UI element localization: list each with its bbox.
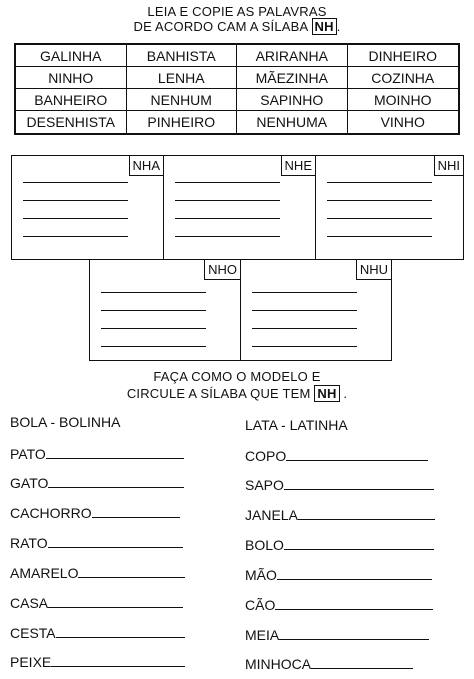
exercise-word: MINHOCA — [245, 656, 312, 672]
word-cell: COZINHA — [348, 67, 459, 89]
writing-line[interactable] — [175, 200, 280, 201]
exercise-word: PEIXE — [10, 654, 52, 670]
copy-box-label: NHO — [204, 259, 241, 280]
writing-line[interactable] — [23, 182, 128, 183]
heading-line-1: LEIA E COPIE AS PALAVRAS — [147, 4, 327, 19]
heading-line-2-suffix: . — [336, 19, 341, 34]
answer-line[interactable] — [48, 535, 183, 548]
exercise-item — [10, 654, 185, 670]
word-cell: NENHUMA — [237, 111, 348, 133]
exercise-word: BOLO — [245, 537, 284, 553]
word-cell: LENHA — [127, 67, 238, 89]
left-model: BOLA - BOLINHA — [10, 414, 121, 430]
exercise-item — [10, 535, 183, 551]
word-cell: BANHEIRO — [16, 89, 127, 111]
word-cell: PINHEIRO — [127, 111, 238, 133]
copy-box-nhi — [315, 155, 464, 260]
exercise-word: PATO — [10, 446, 46, 462]
writing-line[interactable] — [252, 310, 357, 311]
word-cell: MÃEZINHA — [237, 67, 348, 89]
word-cell: DINHEIRO — [348, 45, 459, 67]
instruction-syllable-box: NH — [314, 385, 339, 402]
writing-line[interactable] — [101, 328, 206, 329]
exercise-word: CÃO — [245, 597, 276, 613]
exercise-item — [245, 507, 435, 523]
exercise-word: CACHORRO — [10, 505, 92, 521]
writing-line[interactable] — [101, 346, 206, 347]
answer-line[interactable] — [277, 567, 432, 580]
instruction-line-1: FAÇA COMO O MODELO E — [153, 369, 321, 384]
answer-line[interactable] — [56, 625, 185, 638]
word-cell: VINHO — [380, 114, 425, 130]
exercise-item — [10, 625, 185, 641]
answer-line[interactable] — [284, 477, 434, 490]
copy-box-label: NHE — [281, 155, 316, 176]
exercise-word: MEIA — [245, 627, 280, 643]
exercise-word: MÃO — [245, 567, 277, 583]
answer-line[interactable] — [51, 654, 185, 667]
answer-line[interactable] — [286, 448, 428, 461]
writing-line[interactable] — [252, 346, 357, 347]
exercise-word: CESTA — [10, 625, 56, 641]
syllable-box: NH — [312, 18, 337, 35]
answer-line[interactable] — [298, 507, 435, 520]
exercise-word: CASA — [10, 595, 49, 611]
exercise-item — [245, 656, 413, 672]
instruction-line-2-suffix: . — [343, 386, 348, 401]
word-table — [14, 43, 460, 135]
word-cell: BANHISTA — [127, 45, 238, 67]
heading-line-2 — [0, 19, 474, 34]
heading-line-2-prefix: DE ACORDO CAM A SÍLABA — [133, 19, 308, 34]
writing-line[interactable] — [327, 236, 432, 237]
word-cell: NENHUM — [127, 89, 238, 111]
writing-line[interactable] — [23, 200, 128, 201]
answer-line[interactable] — [78, 565, 185, 578]
exercise-word: GATO — [10, 475, 49, 491]
exercise-item — [10, 595, 183, 611]
answer-line[interactable] — [92, 505, 180, 518]
writing-line[interactable] — [101, 292, 206, 293]
exercise-item — [245, 567, 432, 583]
word-cell: NINHO — [16, 67, 127, 89]
copy-box-label: NHA — [129, 155, 164, 176]
copy-box-label: NHU — [356, 259, 392, 280]
instruction-line-2-prefix: CIRCULE A SÍLABA QUE TEM — [126, 386, 311, 401]
copy-box-nha — [11, 155, 164, 260]
answer-line[interactable] — [275, 597, 433, 610]
exercise-item — [245, 537, 434, 553]
exercise-item — [245, 448, 428, 464]
word-cell: ARIRANHA — [237, 45, 348, 67]
writing-line[interactable] — [327, 200, 432, 201]
writing-line[interactable] — [175, 182, 280, 183]
word-cell: MOINHO — [348, 89, 459, 111]
answer-line[interactable] — [48, 475, 184, 488]
writing-line[interactable] — [23, 218, 128, 219]
exercise-item — [245, 627, 429, 643]
exercise-item — [10, 446, 184, 462]
answer-line[interactable] — [48, 595, 183, 608]
exercise-word: RATO — [10, 535, 48, 551]
answer-line[interactable] — [284, 537, 434, 550]
word-cell: SAPINHO — [237, 89, 348, 111]
copy-box-nho — [89, 259, 241, 361]
answer-line[interactable] — [311, 656, 413, 669]
writing-line[interactable] — [327, 182, 432, 183]
exercise-item — [245, 477, 434, 493]
copy-box-nhe — [163, 155, 316, 260]
answer-line[interactable] — [46, 446, 184, 459]
exercise-item — [10, 475, 184, 491]
exercise-word: SAPO — [245, 477, 284, 493]
writing-line[interactable] — [327, 218, 432, 219]
writing-line[interactable] — [175, 218, 280, 219]
copy-box-nhu — [240, 259, 392, 361]
answer-line[interactable] — [279, 627, 429, 640]
exercise-item — [10, 565, 185, 581]
copy-box-label: NHI — [434, 155, 464, 176]
writing-line[interactable] — [252, 292, 357, 293]
exercise-item — [245, 597, 433, 613]
instruction-line-2 — [0, 386, 474, 401]
exercise-word: COPO — [245, 448, 287, 464]
writing-line[interactable] — [23, 236, 128, 237]
exercise-word: AMARELO — [10, 565, 79, 581]
exercise-item — [10, 505, 180, 521]
writing-line[interactable] — [175, 236, 280, 237]
right-model: LATA - LATINHA — [245, 417, 348, 433]
writing-line[interactable] — [101, 310, 206, 311]
writing-line[interactable] — [252, 328, 357, 329]
word-cell: DESENHISTA — [16, 111, 127, 133]
word-cell: GALINHA — [16, 45, 127, 67]
exercise-word: JANELA — [245, 507, 298, 523]
